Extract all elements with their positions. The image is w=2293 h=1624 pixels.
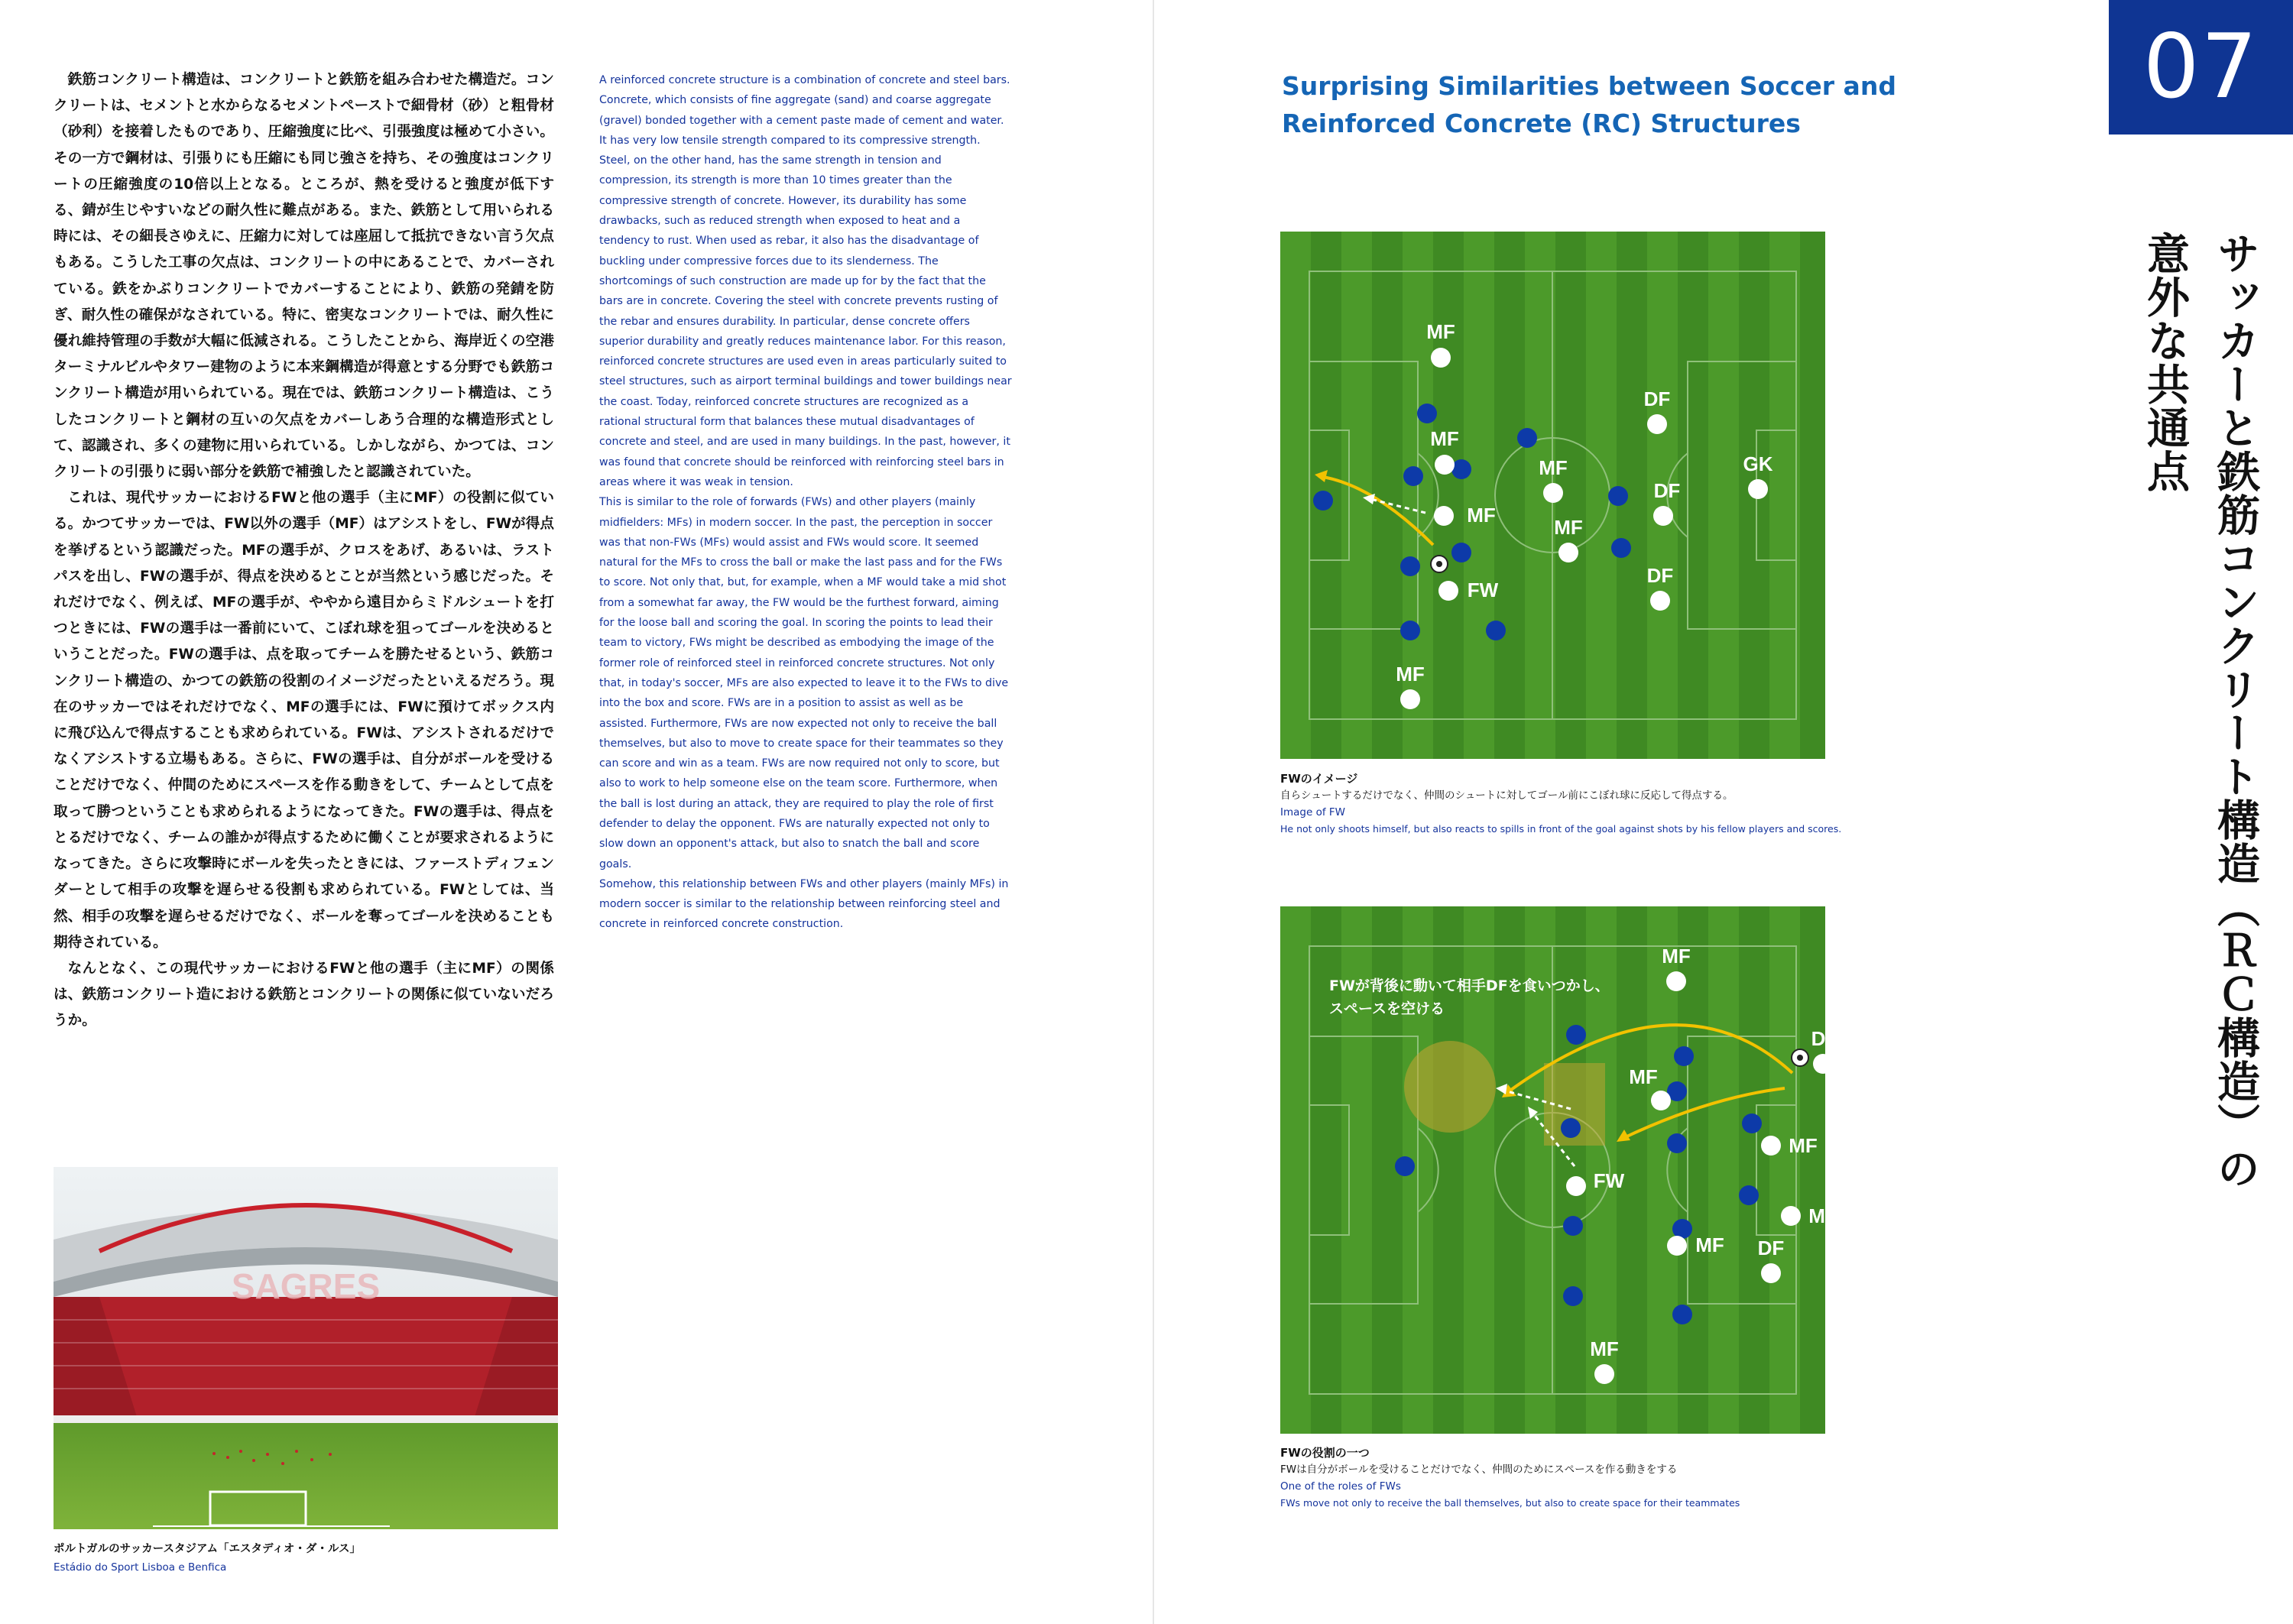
diagram-a-caption-desc-jp: 自らシュートするだけでなく、仲間のシュートに対してゴール前にこぼれ球に反応して得点する。 xyxy=(1280,789,1734,802)
diagram-b-label-mf-4: MF xyxy=(1808,1204,1837,1227)
diagram-b-callout-line-2: スペースを空ける xyxy=(1329,1000,1445,1017)
en-paragraph-3: Somehow, this relationship between FWs and other players (mainly MFs) in modern soccer is similar to the relationship between reinforcing steel and concrete in reinforced concrete construction. xyxy=(599,877,1009,931)
diagram-a-caption-title-en: Image of FW xyxy=(1280,806,1345,818)
en-paragraph-1: A reinforced concrete structure is a combination of concrete and steel bars. Concrete, which consists of fine aggregate (sand) and coarse aggregate (gravel) bonded together with a cement paste made of cement and water. It has very low tensile strength compared to its compressive strength. Steel, on the other hand, has the same strength in tension and compression, its strength is more than 10 times greater than the compressive strength of concrete. However, its durability has some drawbacks, such as reduced strength when exposed to heat and a tendency to rust. When used as rebar, it also has the disadvantage of buckling under compressive forces due to its slenderness. The shortcomings of such construction are made up for by the fact that the bars are in concrete. Covering the steel with concrete prevents rusting of the rebar and ensures durability. In particular, dense concrete offers superior durability and greatly reduces maintenance labor. For this reason, reinforced concrete structures are used even in areas particularly suited to steel structures, such as airport terminal buildings and tower buildings near the coast. Today, reinforced concrete structures are recognized as a rational structural form that balances these mutual disadvantages of concrete and steel, and are used in many buildings. In the past, however, it was found that concrete should be reinforced with reinforcing steel bars in areas where it was weak in tension. xyxy=(599,74,1012,488)
diagram-b-label-mf-6: MF xyxy=(1590,1337,1619,1360)
english-title: Surprising Similarities between Soccer and Reinforced Concrete (RC) Structures xyxy=(1282,71,1896,138)
soccer-diagram-fw-image xyxy=(1280,232,1825,759)
diagram-b-label-mf-1: MF xyxy=(1662,945,1691,968)
vertical-title-jp: サッカーと鉄筋コンクリート構造（ＲＣ構造）の意外な共通点 xyxy=(2140,232,2260,1190)
diagram-a-label-mf-3: MF xyxy=(1467,504,1496,527)
diagram-a-caption-title-jp: FWのイメージ xyxy=(1280,772,1358,786)
diagram-b-caption-title-en: One of the roles of FWs xyxy=(1280,1480,1401,1493)
jp-paragraph-2: これは、現代サッカーにおけるFWと他の選手（主にMF）の役割に似ている。かつてサッカーでは、FW以外の選手（MF）はアシストをし、FWが得点を挙げるという認識だった。MFの選手が、クロスをあげ、あるいは、ラストパスを出し、FWの選手が、得点を決めるとことが当然という感じだった。それだけでなく、例えば、MFの選手が、ややから遠目からミドルシュートを打つときには、FWの選手は一番前にいて、こぼれ球を狙ってゴールを決めるということだった。FWの選手は、点を取ってチームを勝たせるという、鉄筋コンクリート構造の、かつての鉄筋の役割のイメージだったといえるだろう。現在のサッカーではそれだけでなく、MFの選手には、FWに預けてボックス内に飛び込んで得点することも求められている。FWは、アシストされるだけでなくアシストする立場もある。さらに、FWの選手は、自分がボールを受けることだけでなく、仲間のためにスペースを作る動きをして、チームとして点を取って勝つということも求められるようになってきた。FWの選手は、得点をとるだけでなく、チームの誰かが得点するために働くことが要求されるようになってきた。さらに攻撃時にボールを失ったときには、ファーストディフェンダーとして相手の攻撃を遅らせる役割も求められている。FWとしては、当然、相手の攻撃を遅らせるだけでなく、ボールを奪ってゴールを決めることも期待されている。 xyxy=(54,490,554,951)
en-paragraph-2: This is similar to the role of forwards (FWs) and other players (mainly midfielders: MFs) in modern soccer. In the past, the perception in soccer was that non-FWs (MFs) would assist and FWs would score. It seemed natural for the MFs to cross the ball or make the last pass and for the FWs to score. Not only that, but, for example, when a MF would take a mid shot from a somewhat far away, the FW would be the furthest forward, aiming for the loose ball and scoring the goal. In scoring the points to lead their team to victory, FWs might be described as embodying the image of the former role of reinforced steel in reinforced concrete structures. Not only that, in today's soccer, MFs are also expected to leave it to the FWs to dive into the box and score. FWs are in a position to assist as well as be assisted. Furthermore, FWs are now expected not only to receive the ball themselves, but also to move to create space for their teammates so they can score and win as a team. FWs are now required not only to score, but also to work to help someone else on the team score. Furthermore, when the ball is lost during an attack, they are required to play the role of first defender to delay the opponent. FWs are naturally expected not only to slow down an opponent's attack, but also to snatch the ball and score goals. xyxy=(599,496,1009,870)
diagram-a-label-mf-4: MF xyxy=(1539,456,1568,479)
diagram-a-label-df-1: DF xyxy=(1643,387,1671,410)
japanese-body-text xyxy=(54,67,554,1035)
diagram-b-label-gk: GK xyxy=(1915,1130,1945,1152)
diagram-b-label-mf-3: MF xyxy=(1789,1134,1818,1157)
chapter-number-box xyxy=(2109,0,2293,135)
diagram-a-label-df-3: DF xyxy=(1646,564,1674,587)
diagram-b-caption-title-jp: FWの役割の一つ xyxy=(1280,1446,1370,1460)
diagram-b-label-mf-5: MF xyxy=(1695,1233,1724,1256)
jp-paragraph-1: 鉄筋コンクリート構造は、コンクリートと鉄筋を組み合わせた構造だ。コンクリートは、セメントと水からなるセメントペーストで細骨材（砂）と粗骨材（砂利）を接着したものであり、圧縮強度に比べ、引張強度は極めて小さい。その一方で鋼材は、引張りにも圧縮にも同じ強さを持ち、その強度はコンクリートの圧縮強度の10倍以上となる。ところが、熱を受けると強度が低下する、錆が生じやすいなどの耐久性に難点がある。また、鉄筋として用いられる時には、その細長さゆえに、圧縮力に対しては座屈して抵抗できない言う欠点もある。こうした工事の欠点は、コンクリートの中にあることで、カバーされている。鉄をかぶりコンクリートでカバーすることにより、鉄筋の発錆を防ぎ、耐久性の確保がなされている。特に、密実なコンクリートでは、耐久性に優れ維持管理の手数が大幅に低減される。こうしたことから、海岸近くの空港ターミナルビルやタワー建物のように本来鋼構造が得意とする分野でも鉄筋コンクリート構造が用いられている。現在では、鉄筋コンクリート構造は、こうしたコンクリートと鋼材の互いの欠点をカバーしあう合理的な構造形式として、認識され、多くの建物に用いられている。しかしながら、かつては、コンクリートの引張りに弱い部分を鉄筋で補強したと認識されていた。 xyxy=(54,72,554,481)
diagram-b-label-df-1: DF xyxy=(1811,1027,1838,1050)
stadium-photo xyxy=(54,1167,558,1529)
diagram-b-label-df-2: DF xyxy=(1844,1140,1872,1163)
diagram-a-label-mf-5: MF xyxy=(1554,516,1583,539)
jp-paragraph-3: なんとなく、この現代サッカーにおけるFWと他の選手（主にMF）の関係は、鉄筋コンクリート造における鉄筋とコンクリートの関係に似ていないだろうか。 xyxy=(54,960,554,1029)
diagram-a-caption-desc-en: He not only shoots himself, but also reacts to spills in front of the goal against shots by his fellow players and scores. xyxy=(1280,823,1842,835)
diagram-a-label-gk: GK xyxy=(1743,452,1773,475)
photo-caption-jp: ポルトガルのサッカースタジアム「エスタディオ・ダ・ルス」 xyxy=(54,1543,361,1555)
diagram-a-label-df-2: DF xyxy=(1653,479,1681,502)
diagram-a-label-mf-6: MF xyxy=(1396,663,1425,686)
photo-caption-en: Estádio do Sport Lisboa e Benfica xyxy=(54,1561,227,1574)
english-body-text xyxy=(599,70,1012,935)
page-gutter xyxy=(1153,0,1154,1624)
diagram-a-label-mf-2: MF xyxy=(1430,427,1459,450)
stadium-banner-text: SAGRES xyxy=(231,1266,381,1306)
diagram-a-label-mf-1: MF xyxy=(1426,320,1455,343)
diagram-b-label-df-3: DF xyxy=(1757,1237,1785,1259)
diagram-b-label-fw: FW xyxy=(1593,1169,1625,1192)
diagram-b-callout-line-1: FWが背後に動いて相手DFを食いつかし、 xyxy=(1329,977,1610,994)
soccer-diagram-fw-role xyxy=(1280,906,1945,1434)
chapter-number: 07 xyxy=(2142,15,2259,118)
diagram-b-caption xyxy=(1280,1444,1968,1512)
diagram-b-label-mf-2: MF xyxy=(1629,1065,1658,1088)
diagram-a-label-fw: FW xyxy=(1467,579,1499,601)
diagram-b-caption-desc-jp: FWは自分がボールを受けることだけでなく、仲間のためにスペースを作る動きをする xyxy=(1280,1464,1678,1476)
diagram-b-caption-desc-en: FWs move not only to receive the ball themselves, but also to create space for their teammates xyxy=(1280,1497,1740,1509)
diagram-a-caption xyxy=(1280,770,1968,838)
